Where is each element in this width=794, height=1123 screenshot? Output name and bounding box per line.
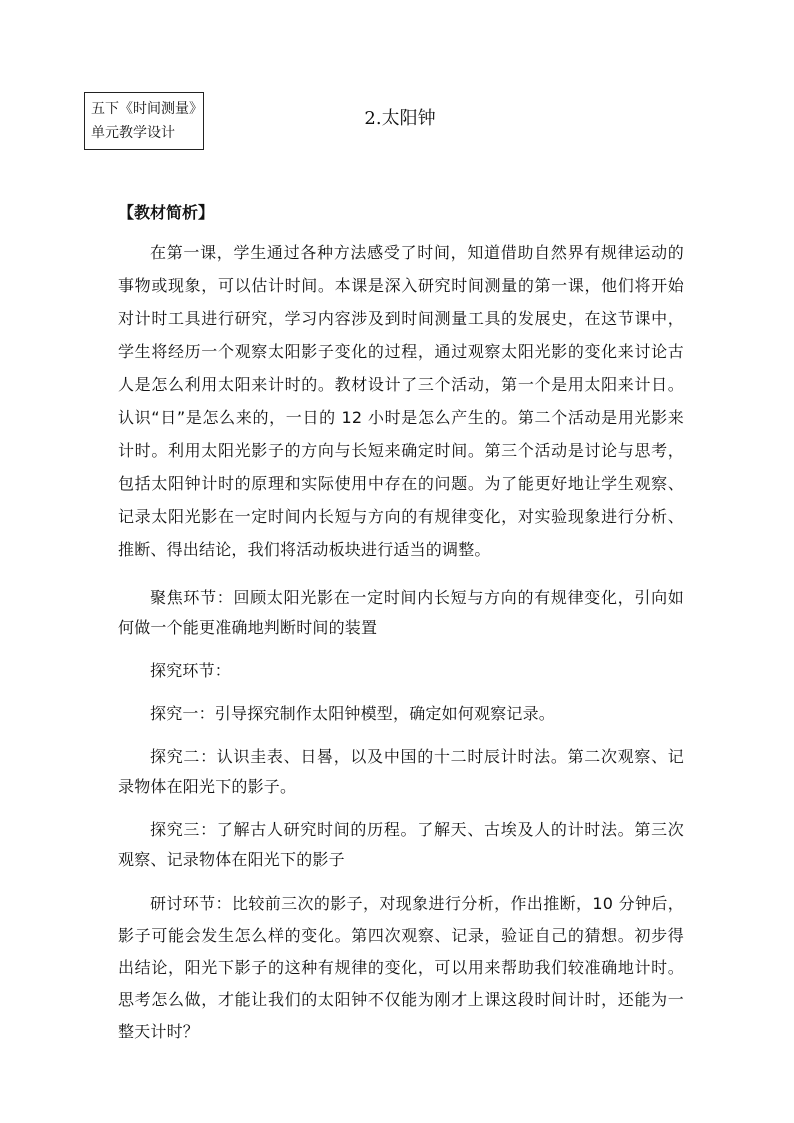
- title-text: 太阳钟: [381, 108, 436, 129]
- title-number: 2.: [364, 108, 382, 129]
- section-heading: 【教材简析】: [118, 203, 215, 222]
- explore-one-paragraph: 探究一：引导探究制作太阳钟模型，确定如何观察记录。: [150, 704, 556, 723]
- unit-label-line2: 单元教学设计: [91, 125, 175, 141]
- explore-heading: 探究环节：: [150, 661, 232, 680]
- explore-three-paragraph: 探究三：了解古人研究时间的历程。了解天、古埃及人的计时法。第三次观察、记录物体在阳光下的影子: [118, 820, 684, 869]
- unit-label-line1: 五下《时间测量》: [91, 101, 203, 117]
- section-body: [118, 236, 684, 1048]
- discussion-paragraph: 研讨环节：比较前三次的影子，对现象进行分析，作出推断，10 分钟后，影子可能会发生怎么样的变化。第四次观察、记录，验证自己的猜想。初步得出结论，阳光下影子的这种有规律的变化，可以用来帮助我们较准确地计时。思考怎么做，才能让我们的太阳钟不仅能为刚才上课这段时间计时，还能为一整天计时？: [118, 894, 684, 1041]
- explore-two-paragraph: 探究二：认识圭表、日晷，以及中国的十二时辰计时法。第二次观察、记录物体在阳光下的影子。: [118, 747, 684, 796]
- analysis-paragraph: 在第一课，学生通过各种方法感受了时间，知道借助自然界有规律运动的事物或现象，可以估计时间。本课是深入研究时间测量的第一课，他们将开始对计时工具进行研究，学习内容涉及到时间测量工具的发展史，在这节课中，学生将经历一个观察太阳影子变化的过程，通过观察太阳光影的变化来讨论古人是怎么利用太阳来计时的。教材设计了三个活动，第一个是用太阳来计日。认识“日”是怎么来的，一日的 12 小时是怎么产生的。第二个活动是用光影来计时。利用太阳光影子的方向与长短来确定时间。第三个活动是讨论与思考，包括太阳钟计时的原理和实际使用中存在的问题。为了能更好地让学生观察、记录太阳光影在一定时间内长短与方向的有规律变化，对实验现象进行分析、推断、得出结论，我们将活动板块进行适当的调整。: [118, 243, 684, 559]
- focus-paragraph: 聚焦环节：回顾太阳光影在一定时间内长短与方向的有规律变化，引向如何做一个能更准确地判断时间的装置: [118, 588, 684, 637]
- unit-label-box: [84, 92, 204, 150]
- page-title: [340, 104, 460, 130]
